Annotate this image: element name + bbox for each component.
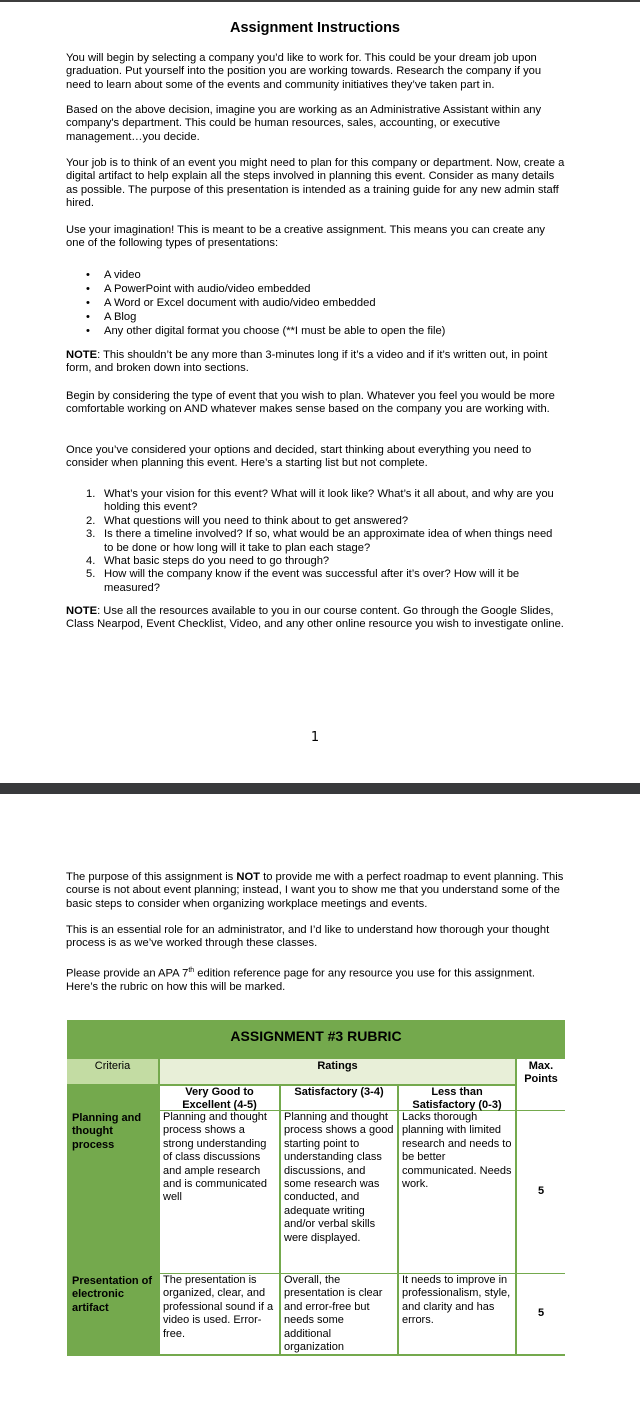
intro-paragraph: You will begin by selecting a company you’d like to work for. This could be your dream job upon graduation. Put yourself into the position you are working towards. Research the company if you need to learn about some of the events and community initiatives they’ve taken part in. [66, 52, 542, 91]
list-item: • Any other digital format you choose (**I must be able to open the file) [86, 324, 546, 338]
note-text: : Use all the resources available to you in our course content. Go through the Google Slides, Class Nearpod, Event Checklist, Video, and any other online resource you wish to investigate online. [66, 605, 564, 631]
level-header-less: Less than Satisfactory (0-3) [399, 1086, 515, 1110]
length-note [66, 349, 566, 376]
list-item: • A video [86, 268, 546, 282]
list-item: • A Word or Excel document with audio/video embedded [86, 296, 546, 310]
note-text: : This shouldn’t be any more than 3-minutes long if it’s a video and if it’s written out, in point form, and broken down into sections. [66, 349, 548, 375]
event-type-paragraph: Begin by considering the type of event that you wish to plan. Whatever you feel you would be more comfortable working on AND whatever makes sense based on the company you are working with. [66, 390, 555, 416]
task-paragraph: Your job is to think of an event you might need to plan for this company or department. Now, create a digital artifact to help explain all the steps involved in planning this event. Consider as many details as possible. The purpose of this presentation is intended as a training guide for any new admin staff hired. [66, 157, 565, 210]
rubric-table [67, 1020, 565, 1356]
role-paragraph: Based on the above decision, imagine you are working as an Administrative Assistant within any company's department. This could be human resources, sales, accounting, or executive management…you decide. [66, 104, 542, 143]
list-item: 2. What questions will you need to think about to get answered? [86, 514, 409, 527]
document-page-1 [0, 2, 640, 783]
list-item: 4. What basic steps do you need to go through? [86, 555, 330, 568]
list-item: • A Blog [86, 310, 546, 324]
questions-list [86, 488, 556, 595]
max-points-header: Max. Points [517, 1059, 565, 1110]
level-header-satisfactory: Satisfactory (3-4) [281, 1086, 397, 1110]
purpose-paragraph: The purpose of this assignment is NOT to provide me with a perfect roadmap to event planning. This course is not about event planning; instead, I want you to show me that you understand some of the basic steps to consider when organizing workplace meetings and events. [66, 871, 564, 910]
criterion-label: Planning and thought process [72, 1112, 142, 1151]
table-cell: The presentation is organized, clear, and professional sound if a video is used. Error-free. [160, 1274, 279, 1354]
list-item: 1. What’s your vision for this event? What will it look like? What’s it all about, and why are you holding this event? [86, 488, 554, 514]
note-label: NOTE [66, 349, 98, 361]
table-cell: Planning and thought process shows a strong understanding of class discussions and ample research and is communicated well [160, 1111, 279, 1273]
planning-paragraph: Once you’ve considered your options and decided, start thinking about everything you need to consider when planning this event. Here’s a starting list but not complete. [66, 444, 532, 470]
points-cell: 5 [517, 1274, 565, 1354]
list-item: • A PowerPoint with audio/video embedded [86, 282, 546, 296]
table-cell: It needs to improve in professionalism, style, and clarity and has errors. [399, 1274, 515, 1354]
imagination-paragraph: Use your imagination! This is meant to be a creative assignment. This means you can create any one of the following types of presentations: [66, 224, 546, 250]
table-cell: Lacks thorough planning with limited research and needs to be better communicated. Needs work. [399, 1111, 515, 1273]
presentation-types-list [86, 268, 546, 338]
ratings-header: Ratings [160, 1059, 515, 1084]
page-number: 1 [310, 730, 320, 745]
document-page-2 [0, 794, 640, 1425]
criterion-label: Presentation of electronic artifact [72, 1275, 153, 1314]
table-cell: Overall, the presentation is clear and error-free but needs some additional organization [281, 1274, 397, 1354]
criteria-header: Criteria [67, 1059, 158, 1084]
role-essential-paragraph: This is an essential role for an administrator, and I’d like to understand how thorough your thought process is as we’ve worked through these classes. [66, 924, 550, 950]
list-item: 3. Is there a timeline involved? If so, what would be an approximate idea of when things need to be done or how long will it take to plan each stage? [86, 528, 553, 554]
rubric-title: ASSIGNMENT #3 RUBRIC [230, 1028, 402, 1044]
page-title: Assignment Instructions [230, 20, 400, 36]
note-label: NOTE [66, 605, 98, 617]
table-cell: Planning and thought process shows a good starting point to understanding class discussions, and some research was conducted, and adequate writing and/or verbal skills were displayed. [281, 1111, 397, 1273]
points-cell: 5 [517, 1111, 565, 1273]
page-separator [0, 783, 640, 794]
reference-paragraph: Please provide an APA 7th edition reference page for any resource you use for this assignment. Here’s the rubric on how this will be marked. [66, 967, 535, 994]
list-item: 5. How will the company know if the event was successful after it’s over? How will it be measured? [86, 568, 520, 594]
level-header-excellent: Very Good to Excellent (4-5) [160, 1086, 279, 1110]
resources-note [66, 605, 566, 632]
